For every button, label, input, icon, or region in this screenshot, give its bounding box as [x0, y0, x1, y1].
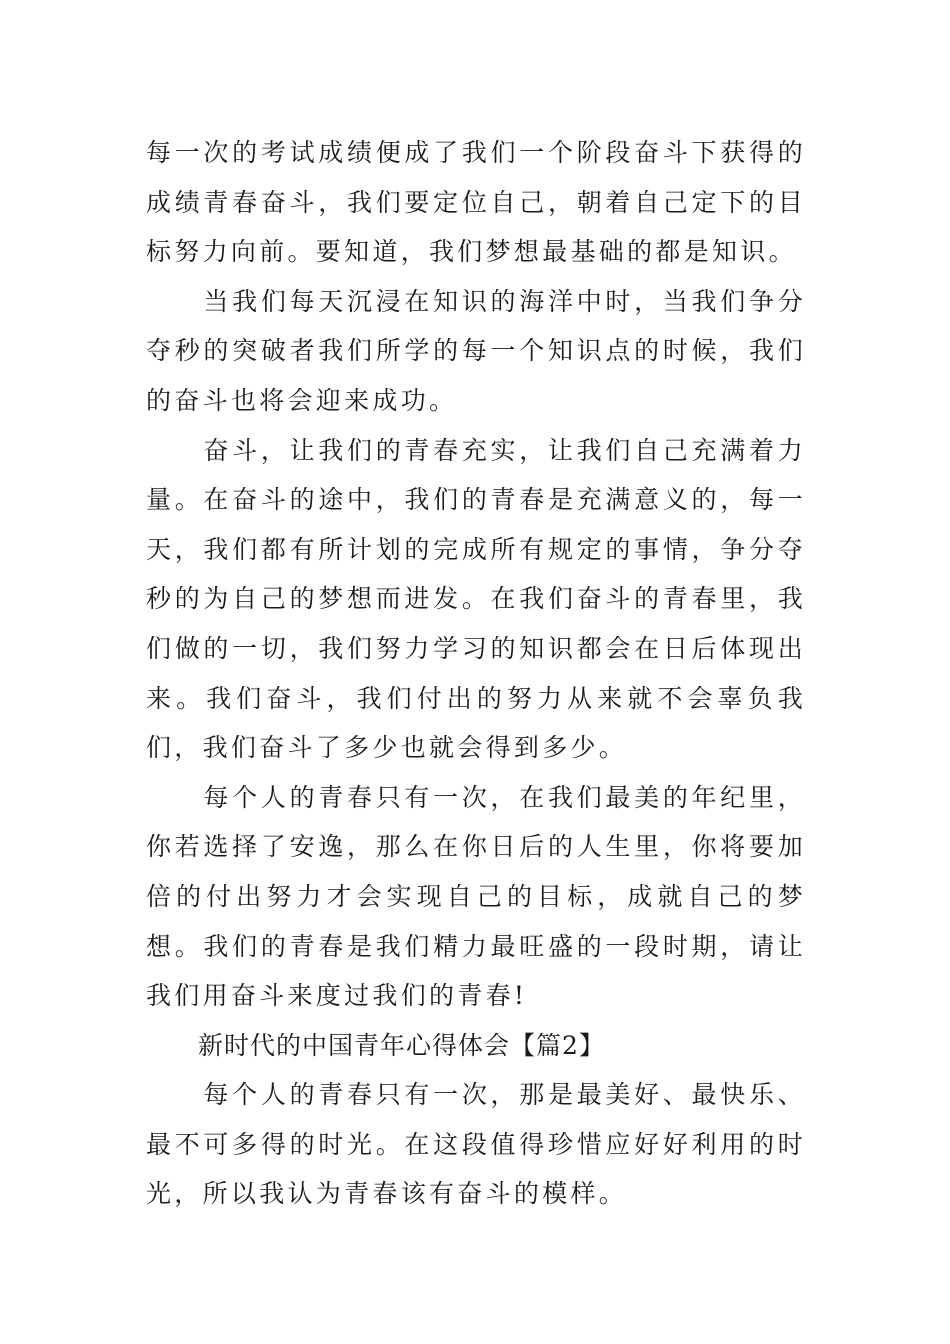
- paragraph-4: 每个人的青春只有一次，在我们最美的年纪里，你若选择了安逸，那么在你日后的人生里，你将要加倍的付出努力才会实现自己的目标，成就自己的梦想。我们的青春是我们精力最旺盛的一段时期，请让我们用奋斗来度过我们的青春!: [146, 782, 806, 1011]
- paragraph-2: 当我们每天沉浸在知识的海洋中时，当我们争分夺秒的突破者我们所学的每一个知识点的时候，我们的奋斗也将会迎来成功。: [146, 286, 806, 415]
- paragraph-1: 每一次的考试成绩便成了我们一个阶段奋斗下获得的成绩青春奋斗，我们要定位自己，朝着自己定下的目标努力向前。要知道，我们梦想最基础的都是知识。: [146, 138, 806, 267]
- document-body: [146, 128, 806, 1219]
- paragraph-3: 奋斗，让我们的青春充实，让我们自己充满着力量。在奋斗的途中，我们的青春是充满意义的，每一天，我们都有所计划的完成所有规定的事情，争分夺秒的为自己的梦想而进发。在我们奋斗的青春里，我们做的一切，我们努力学习的知识都会在日后体现出来。我们奋斗，我们付出的努力从来就不会辜负我们，我们奋斗了多少也就会得到多少。: [146, 435, 806, 763]
- section-heading: 新时代的中国青年心得体会【篇2】: [146, 1030, 605, 1060]
- section-paragraph-1: 每个人的青春只有一次，那是最美好、最快乐、最不可多得的时光。在这段值得珍惜应好好利用的时光，所以我认为青春该有奋斗的模样。: [146, 1080, 806, 1209]
